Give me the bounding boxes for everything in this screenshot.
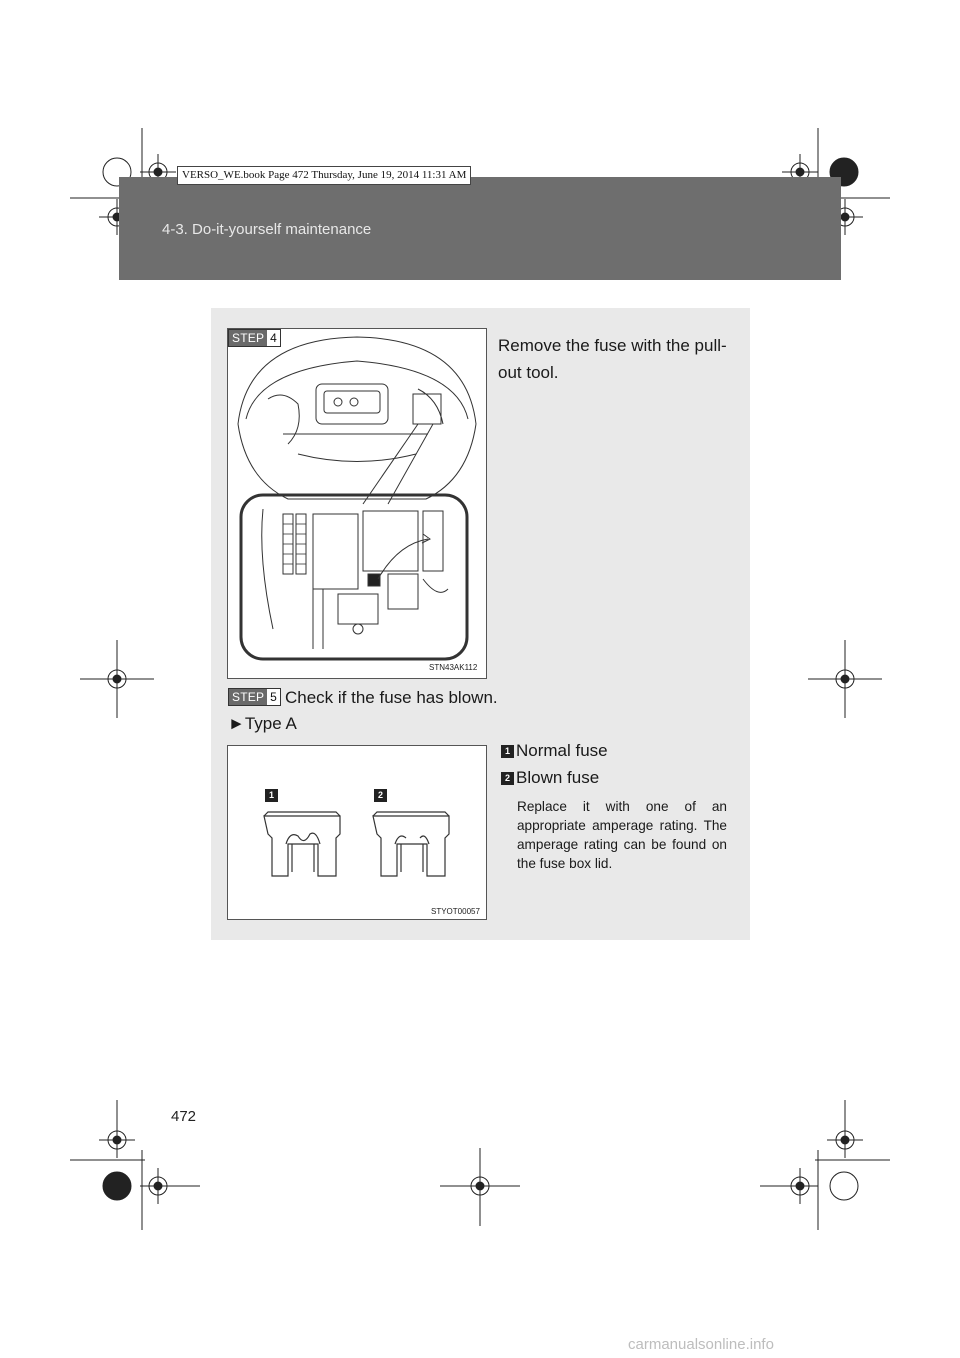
blown-fuse-icon: [373, 812, 449, 876]
page-number: 472: [171, 1108, 197, 1125]
solid-mark-icon: [103, 1172, 131, 1200]
step-4-instruction-line1: Remove the fuse with the pull-: [498, 336, 727, 355]
crosshair-icon: [827, 1100, 863, 1158]
engine-fuse-box-illustration: [228, 329, 486, 678]
step-4-badge: [228, 329, 281, 347]
step-number: 4: [267, 330, 280, 346]
crosshair-icon: [440, 1148, 520, 1226]
starburst-mark-icon: [830, 1172, 858, 1200]
step-5-instruction: Check if the fuse has blown.: [285, 688, 498, 707]
crosshair-icon: [782, 1168, 818, 1204]
crosshair-icon: [808, 640, 882, 718]
crosshair-icon: [99, 1100, 135, 1158]
step-label: STEP: [229, 330, 267, 346]
step-5-badge: [228, 688, 281, 706]
type-a-label: ►Type A: [228, 714, 297, 733]
crosshair-icon: [140, 1168, 176, 1204]
watermark: carmanualsonline.info: [628, 1336, 774, 1353]
legend-normal-fuse: [501, 737, 608, 764]
callout-number: 1: [501, 745, 514, 758]
step-number: 5: [267, 689, 280, 705]
callout-number: 2: [501, 772, 514, 785]
figure-code: STYOT00057: [431, 907, 480, 916]
book-stamp: VERSO_WE.book Page 472 Thursday, June 19, 2014 11:31 AM: [177, 166, 471, 185]
replacement-note: Replace it with one of an appropriate amperage rating. The amperage rating can be found on the fuse box lid.: [517, 799, 727, 871]
legend-text: Normal fuse: [516, 741, 608, 760]
crosshair-icon: [80, 640, 154, 718]
legend-blown-fuse: [501, 764, 599, 791]
section-title: 4-3. Do-it-yourself maintenance: [162, 221, 372, 238]
legend-text: Blown fuse: [516, 768, 600, 787]
step-label: STEP: [229, 689, 267, 705]
engine-bay-figure: [227, 328, 487, 679]
fuse-illustration: [228, 746, 486, 919]
step-4-instruction-line2: out tool.: [498, 363, 559, 382]
figure-code: STN43AK112: [429, 663, 478, 672]
normal-fuse-icon: [264, 812, 340, 876]
callout-1-marker: 1: [265, 787, 280, 805]
fuse-figure: [227, 745, 487, 920]
callout-2-marker: 2: [374, 787, 389, 805]
